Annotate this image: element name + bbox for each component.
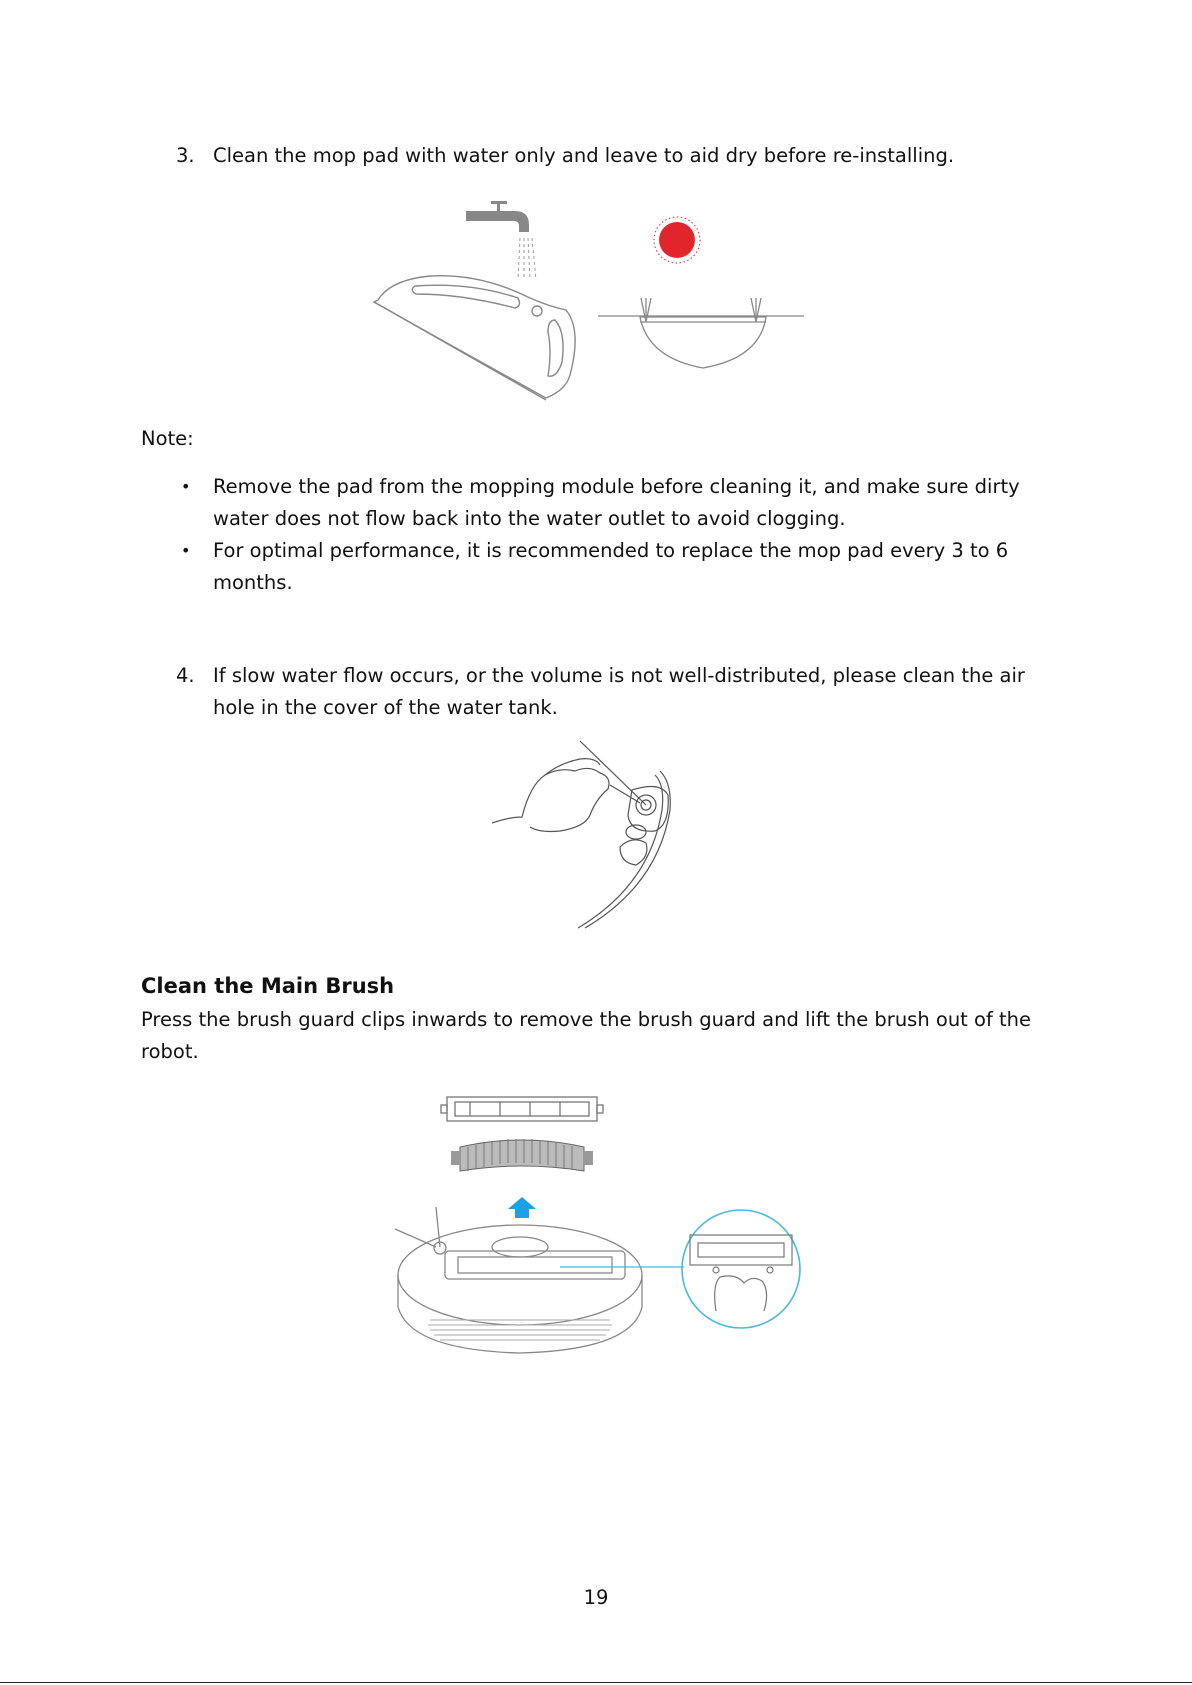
- note-label: Note:: [141, 427, 194, 450]
- water-stream: [518, 238, 536, 280]
- note-item-2-line-1: For optimal performance, it is recommended to replace the mop pad every 3 to 6: [213, 539, 1009, 562]
- note-item-1-line-1: Remove the pad from the mopping module before cleaning it, and make sure dirty: [213, 475, 1020, 498]
- step-4-number: 4.: [176, 664, 195, 687]
- step-4-text-line-1: If slow water flow occurs, or the volume is not well-distributed, please clean the air: [213, 664, 1025, 687]
- mop-pad: [374, 276, 575, 400]
- page-number: 19: [583, 1586, 609, 1609]
- note-bullet-1: •: [181, 477, 191, 496]
- sun-icon: [654, 217, 700, 263]
- note-item-1-line-2: water does not flow back into the water outlet to avoid clogging.: [213, 507, 846, 530]
- main-brush: [451, 1139, 593, 1171]
- drying-line: [598, 298, 804, 368]
- step-3-number: 3.: [176, 144, 195, 167]
- main-brush-removal-illustration: [0, 1085, 1192, 1365]
- faucet-icon: [466, 201, 529, 232]
- brush-guard: [441, 1097, 603, 1121]
- section-text-line-1: Press the brush guard clips inwards to remove the brush guard and lift the brush out of the: [141, 1008, 1032, 1031]
- step-4-text-line-2: hole in the cover of the water tank.: [213, 696, 558, 719]
- brush-guard-clip-zoom: [682, 1210, 800, 1328]
- step-3-text: Clean the mop pad with water only and leave to aid dry before re-installing.: [213, 144, 955, 167]
- up-arrow-icon: [508, 1197, 536, 1218]
- water-tank-air-hole-illustration: [0, 735, 1192, 935]
- note-item-2-line-2: months.: [213, 571, 293, 594]
- note-bullet-2: •: [181, 541, 191, 560]
- section-heading: Clean the Main Brush: [141, 974, 395, 998]
- robot-vacuum: [395, 1207, 684, 1353]
- section-text-line-2: robot.: [141, 1040, 199, 1063]
- page-bottom-rule: [0, 1682, 1192, 1683]
